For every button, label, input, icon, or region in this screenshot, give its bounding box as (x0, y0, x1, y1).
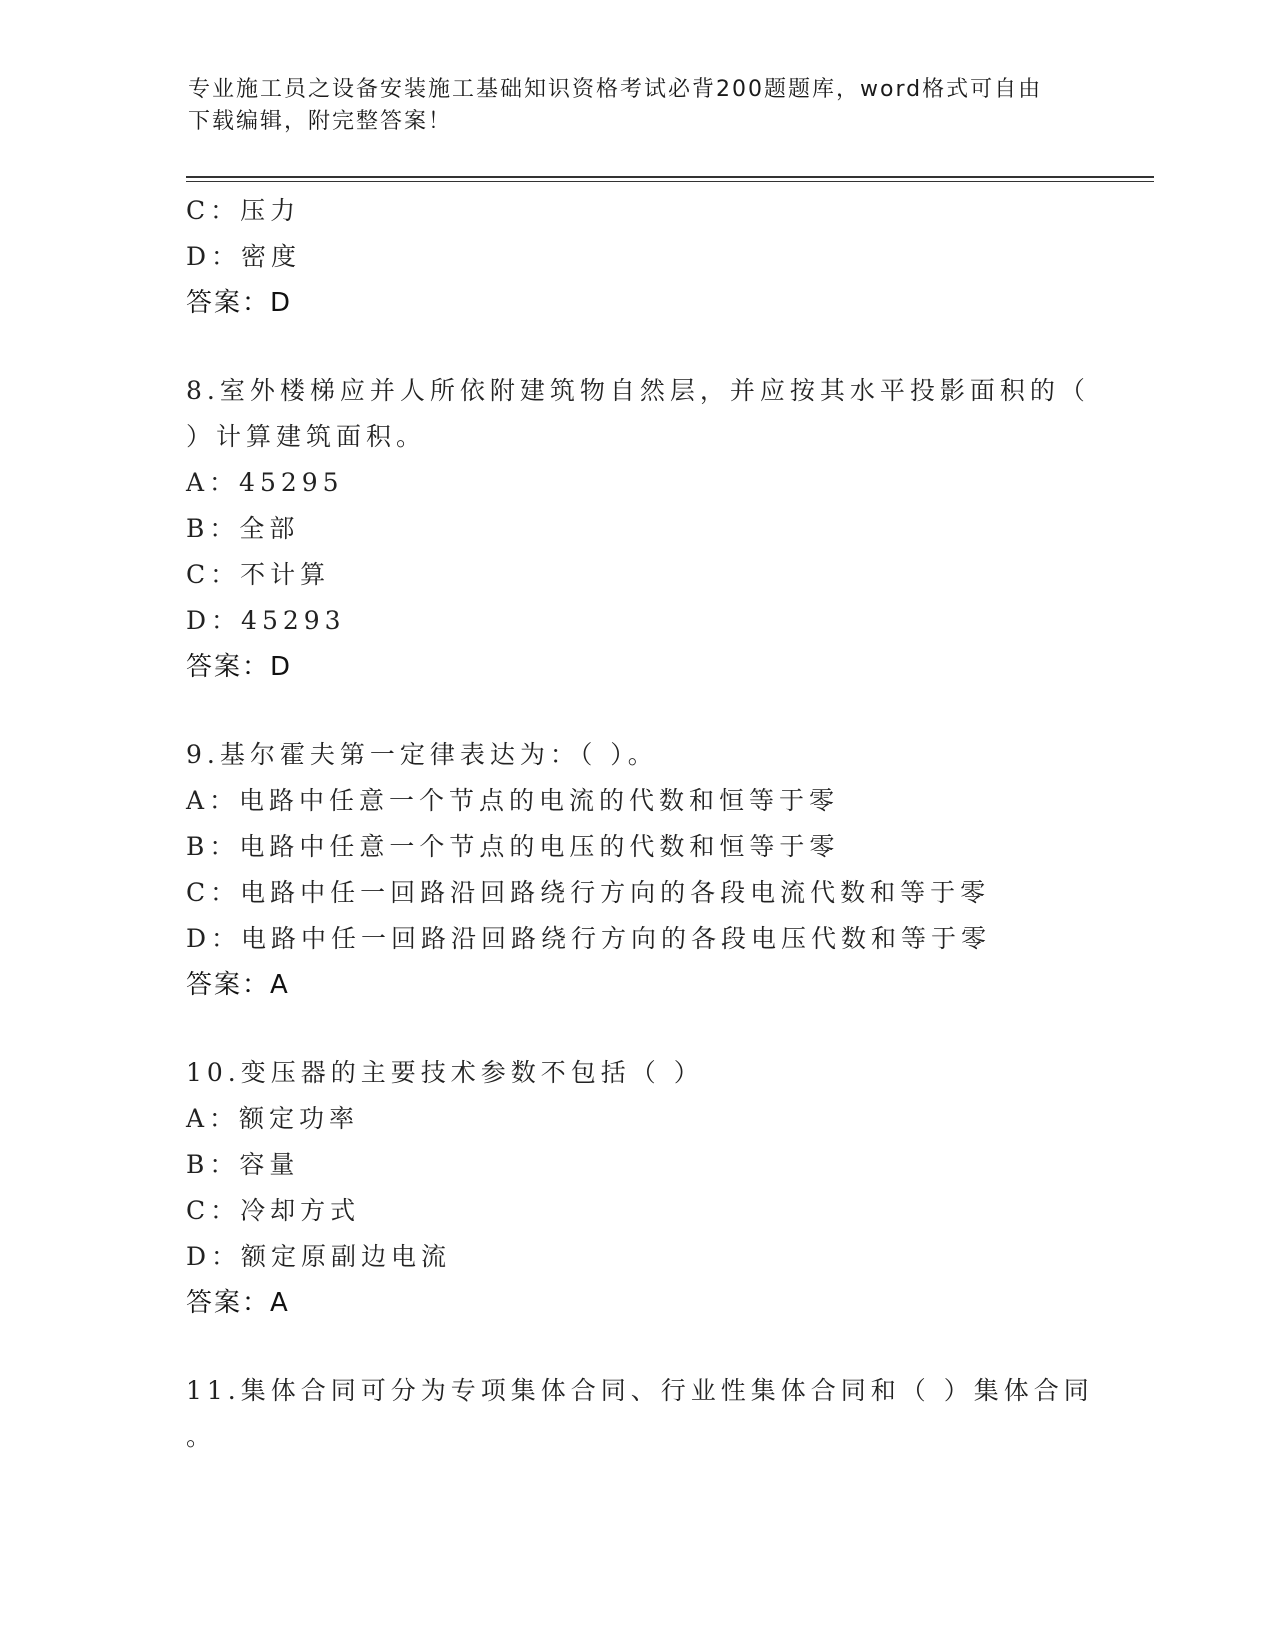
question-text-line-1: 11.集体合同可分为专项集体合同、行业性集体合同和（ ）集体合同 (186, 1376, 1094, 1405)
option-b: B：电路中任意一个节点的电压的代数和恒等于零 (186, 832, 840, 861)
option-c: C：不计算 (186, 560, 331, 589)
answer-line: 答案：A (186, 1288, 290, 1318)
question-text-line-1: 10.变压器的主要技术参数不包括（ ） (186, 1058, 704, 1087)
document-header (188, 74, 1088, 138)
option-c: C：电路中任一回路沿回路绕行方向的各段电流代数和等于零 (186, 878, 991, 907)
question-text-line-1: 8.室外楼梯应并人所依附建筑物自然层，并应按其水平投影面积的（ (186, 376, 1090, 405)
answer-line: 答案：D (186, 288, 293, 318)
header-line-1: 专业施工员之设备安装施工基础知识资格考试必背200题题库，word格式可自由 (188, 77, 1043, 102)
option-c: C：冷却方式 (186, 1196, 361, 1225)
question-text-line-2: ）计算建筑面积。 (186, 422, 427, 451)
answer-line: 答案：A (186, 970, 290, 1000)
option-d: D：45293 (186, 606, 346, 635)
option-a: A：45295 (186, 468, 344, 497)
question-9 (186, 732, 1106, 1008)
option-a: A：额定功率 (186, 1104, 360, 1133)
option-c: C：压力 (186, 196, 301, 225)
question-8 (186, 368, 1106, 690)
spacer (186, 1008, 1106, 1050)
option-b: B：容量 (186, 1150, 300, 1179)
header-line-2: 下载编辑，附完整答案！ (188, 109, 453, 134)
option-a: A：电路中任意一个节点的电流的代数和恒等于零 (186, 786, 840, 815)
option-d: D：电路中任一回路沿回路绕行方向的各段电压代数和等于零 (186, 924, 992, 953)
header-divider-thin (186, 181, 1154, 182)
spacer (186, 1326, 1106, 1368)
spacer (186, 326, 1106, 368)
option-b: B：全部 (186, 514, 300, 543)
question-10 (186, 1050, 1106, 1326)
header-divider-thick (186, 176, 1154, 178)
question-11 (186, 1368, 1106, 1460)
option-d: D：密度 (186, 242, 302, 271)
question-list (186, 188, 1106, 1460)
question-text-line-1: 9.基尔霍夫第一定律表达为：（ ）。 (186, 740, 658, 769)
spacer (186, 690, 1106, 732)
question-7-continued (186, 188, 1106, 326)
option-d: D：额定原副边电流 (186, 1242, 452, 1271)
question-text-line-2: 。 (186, 1422, 217, 1451)
answer-line: 答案：D (186, 652, 293, 682)
